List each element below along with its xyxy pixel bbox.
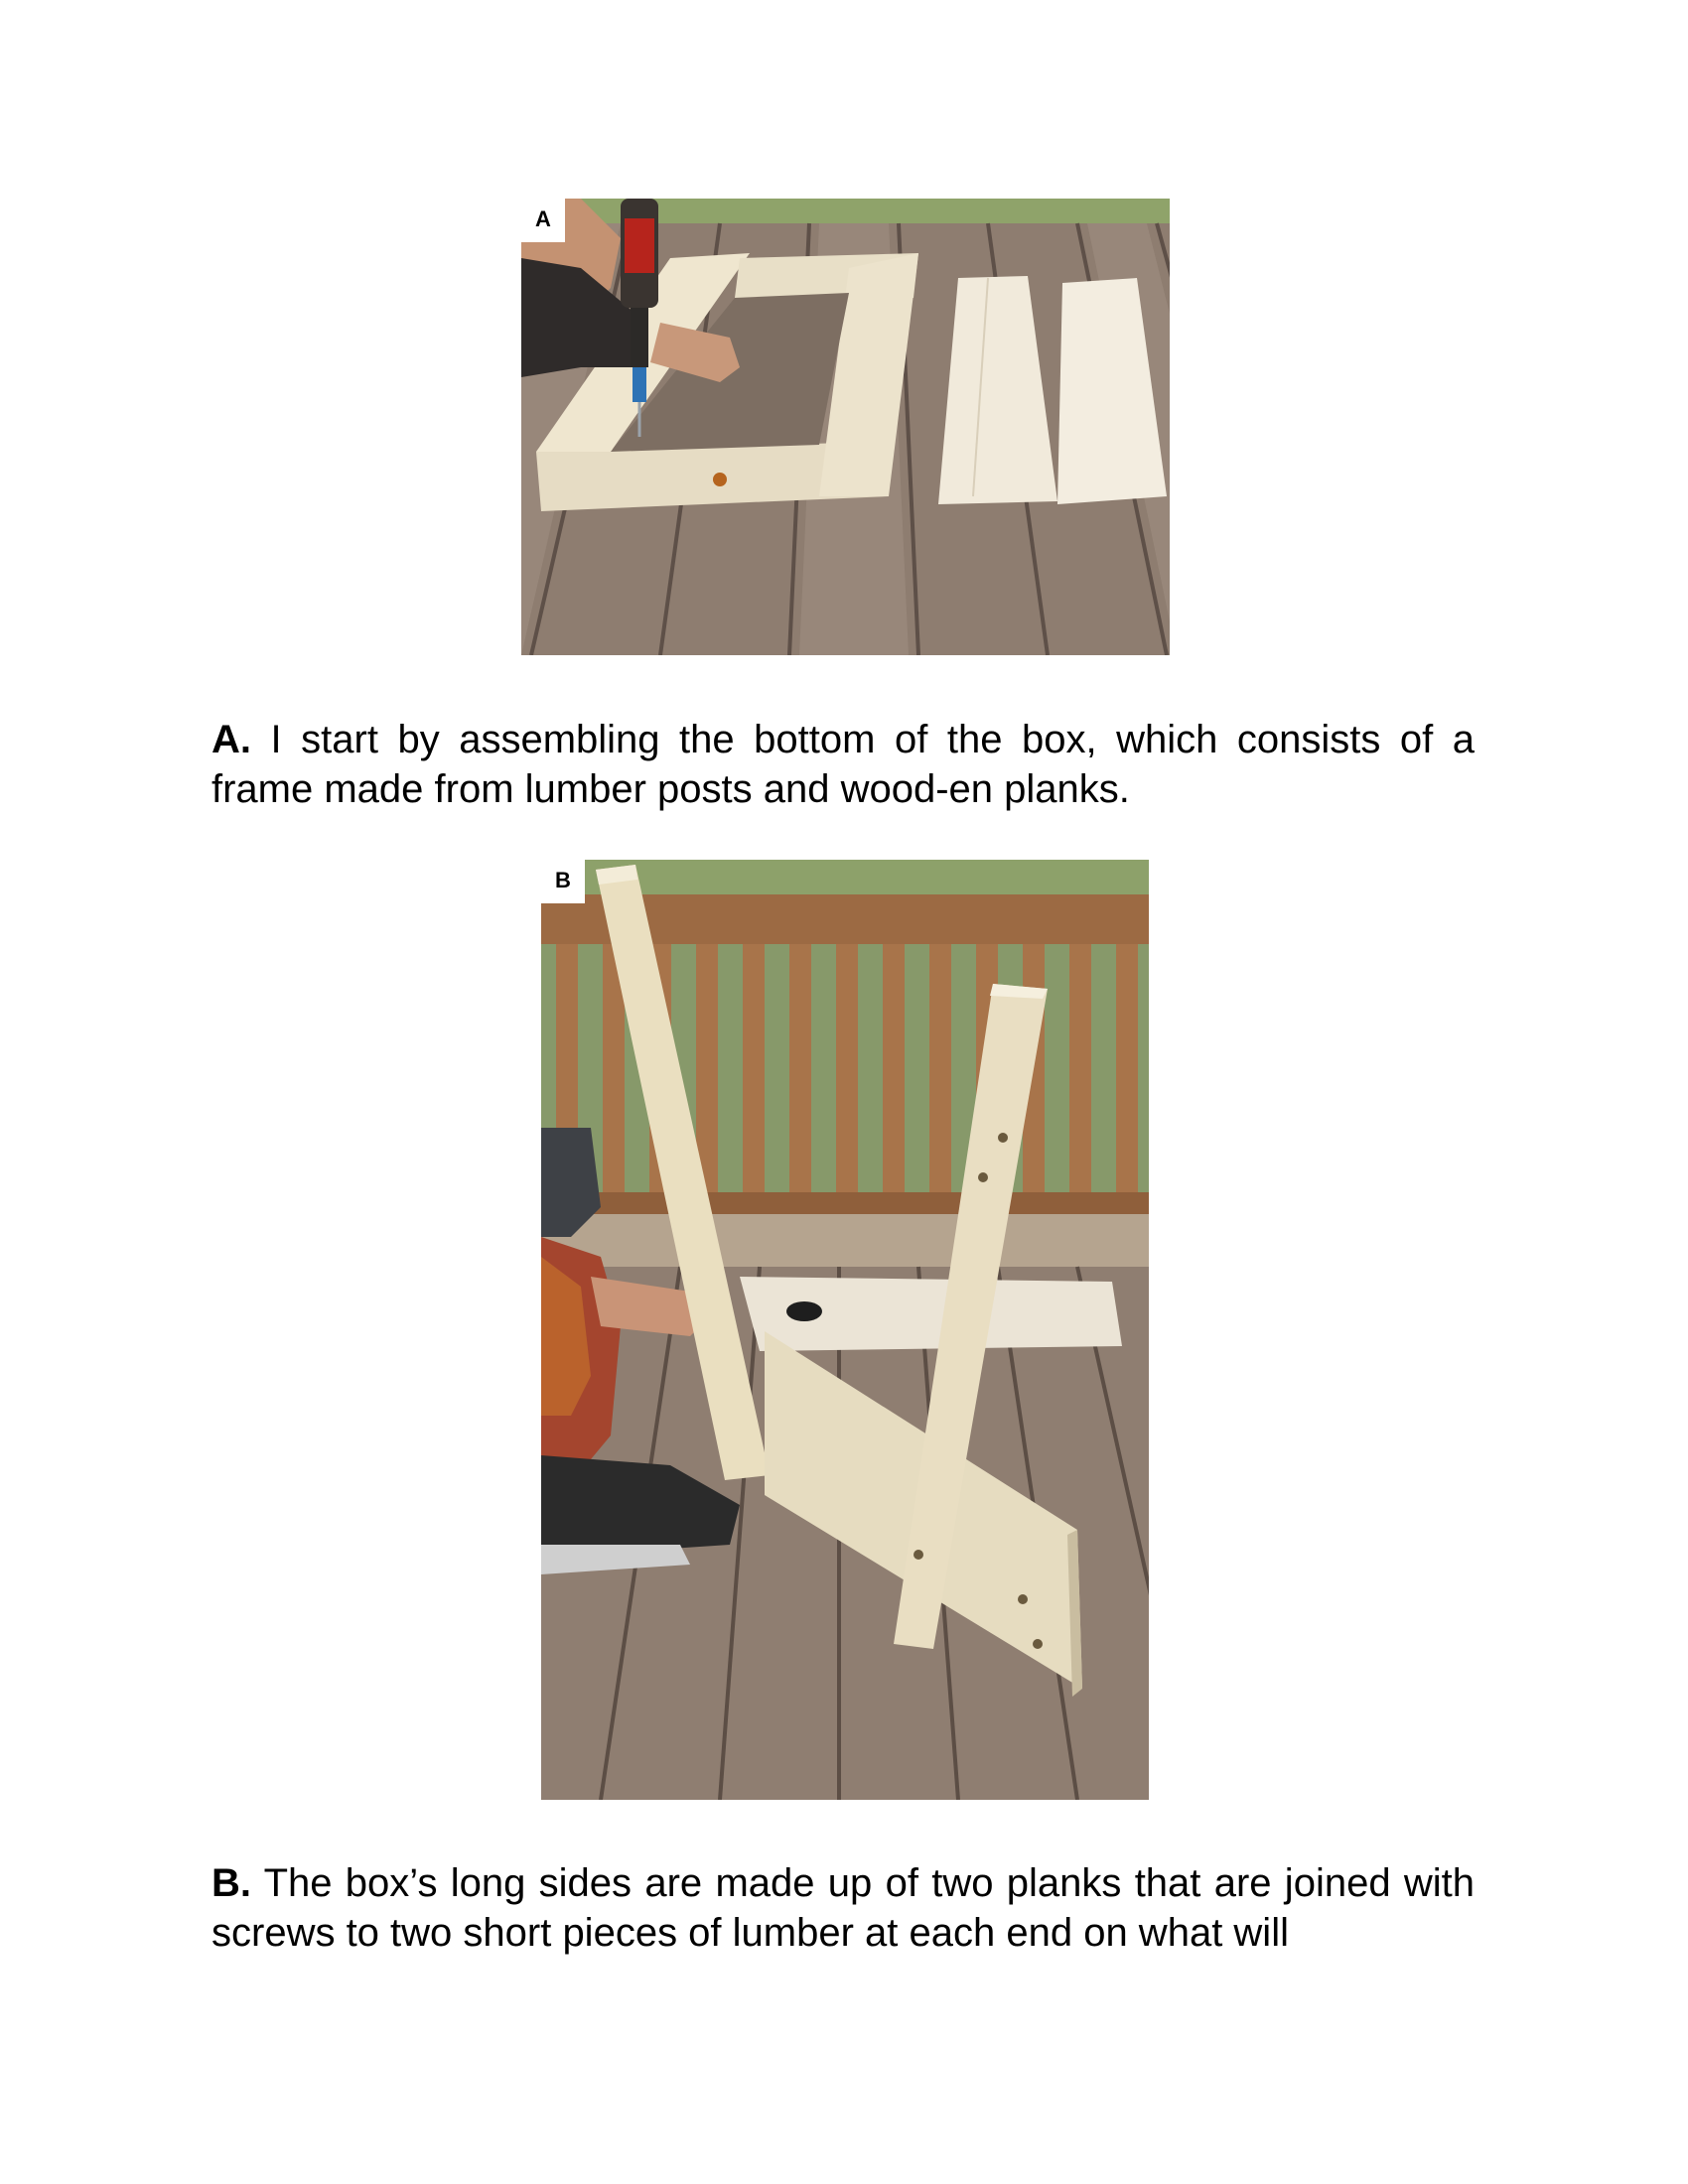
- caption-b-marker: B.: [211, 1861, 251, 1905]
- caption-a: [211, 715, 1475, 814]
- caption-b: [211, 1858, 1475, 1958]
- figure-label-a: A: [521, 199, 565, 242]
- photo-a: [521, 199, 1170, 655]
- photo-b: [541, 860, 1149, 1800]
- figure-label-b: B: [541, 860, 585, 903]
- photo-a-image: [521, 199, 1170, 655]
- caption-a-marker: A.: [211, 718, 251, 761]
- caption-a-text: I start by assembling the bottom of the box, which consists of a frame made from lumber posts and wood-en planks.: [211, 718, 1475, 811]
- caption-b-text: The box’s long sides are made up of two planks that are joined with screws to two short pieces of lumber at each end on what will: [211, 1861, 1475, 1955]
- photo-b-image: [541, 860, 1149, 1800]
